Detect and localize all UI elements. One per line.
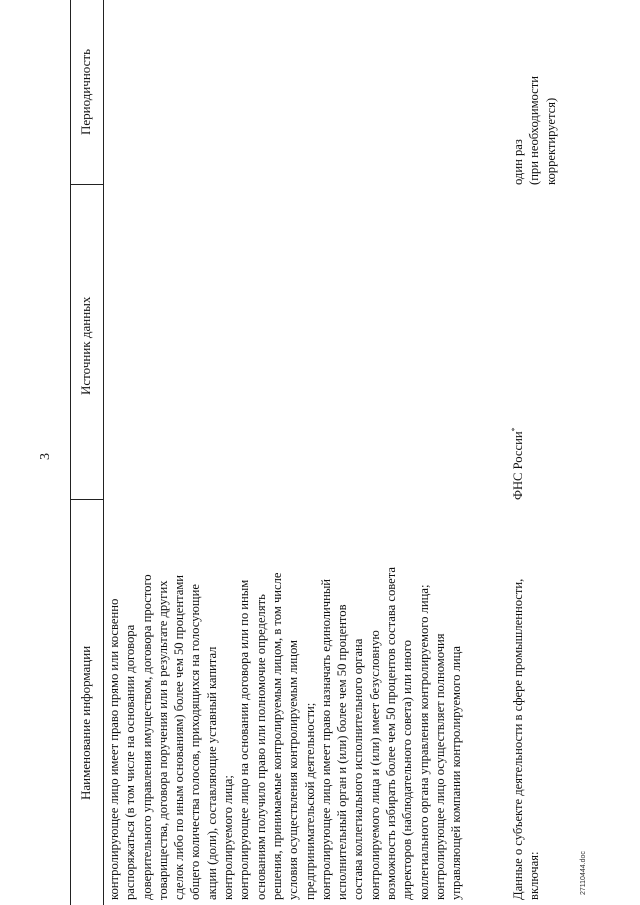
criteria-text xyxy=(106,567,465,900)
criteria-text-line: решения, принимаемые контролируемым лицом, в том числе xyxy=(269,572,284,900)
header-name: Наименование информации xyxy=(78,645,93,800)
criteria-text-line: основаниям получило право или полномочие определять xyxy=(253,594,268,900)
criteria-text-line: коллегиального органа управления контролируемого лица; xyxy=(416,584,431,900)
periodicity-value xyxy=(510,76,559,185)
criteria-text-line: товарищества, договора поручения или в результате других xyxy=(155,580,170,900)
data-source xyxy=(510,427,526,500)
header-bottom-rule xyxy=(103,0,104,905)
industry-subject-line: Данные о субъекте деятельности в сфере промышленности, xyxy=(511,578,525,900)
data-source-label: ФНС России xyxy=(511,431,525,500)
criteria-text-line: сделок либо по иным основаниям) более чем 50 процентами xyxy=(172,574,187,900)
criteria-text-line: предпринимательской деятельности; xyxy=(302,702,317,900)
criteria-text-line: акции (доли), составляющие уставный капитал xyxy=(204,646,219,900)
periodicity-line: корректируется) xyxy=(543,97,558,185)
criteria-text-line: контролирующее лицо имеет право прямо или косвенно xyxy=(107,598,121,900)
criteria-text-line: контролирующее лицо имеет право назначать единоличный xyxy=(318,578,333,900)
criteria-text-line: доверительного управления имуществом, договора простого xyxy=(139,574,154,900)
document-code: 27110444.doc xyxy=(580,851,587,895)
criteria-text-line: управляющей компании контролируемого лица xyxy=(449,646,464,900)
column-divider-2 xyxy=(70,184,103,185)
table-top-rule xyxy=(70,0,71,905)
header-source: Источник данных xyxy=(78,296,93,395)
criteria-text-line: исполнительный орган и (или) более чем 50 процентов xyxy=(335,604,350,900)
criteria-text-line: состава коллегиального исполнительного органа xyxy=(351,638,366,900)
column-divider-1 xyxy=(70,499,103,500)
criteria-text-line: контролируемого лица и (или) имеет безусловную xyxy=(367,630,382,900)
industry-subject-line: включая: xyxy=(527,851,542,900)
header-periodicity: Периодичность xyxy=(78,48,93,135)
criteria-text-line: общего количества голосов, приходящихся на голосующие xyxy=(188,584,203,900)
criteria-text-line: директоров (наблюдательного совета) или иного xyxy=(400,640,415,900)
page-number: 3 xyxy=(38,453,53,460)
footnote-mark: * xyxy=(509,427,519,432)
industry-subject-data xyxy=(510,579,543,900)
criteria-text-line: контролируемого лица; xyxy=(221,775,236,900)
criteria-text-line: контролирующее лицо на основании договора или по иным xyxy=(237,579,252,900)
criteria-text-line: контролирующее лицо осуществляет полномочия xyxy=(432,633,447,900)
criteria-text-line: возможность избирать более чем 50 процентов состава совета xyxy=(384,567,399,900)
periodicity-line: один раз xyxy=(511,139,525,185)
criteria-text-line: условия осуществления контролируемым лицом xyxy=(286,639,301,900)
criteria-text-line: распоряжаться (в том числе на основании договора xyxy=(123,624,138,900)
periodicity-line: (при необходимости xyxy=(527,76,542,185)
